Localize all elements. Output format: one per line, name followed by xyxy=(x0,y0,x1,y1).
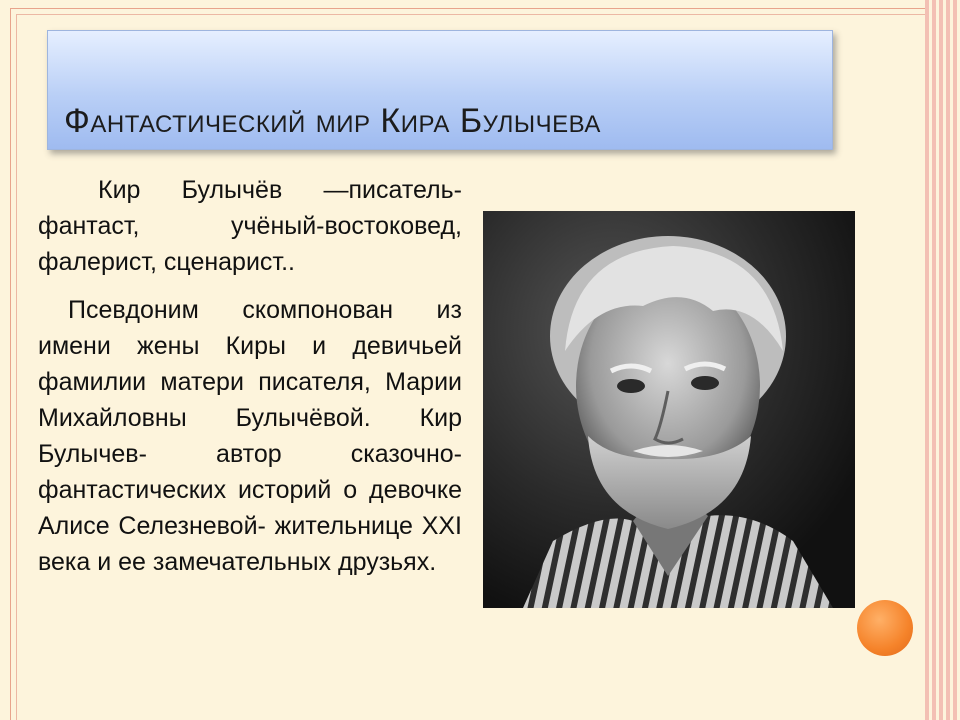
portrait-photo xyxy=(483,211,855,608)
body-text xyxy=(38,172,462,580)
decorative-stripes xyxy=(925,0,960,720)
paragraph-intro: Кир Булычёв —писатель-фантаст, учёный-востоковед, фалерист, сценарист.. xyxy=(38,176,462,276)
title-box xyxy=(47,30,833,150)
orange-circle-decoration xyxy=(857,600,913,656)
paragraph-pseudonym: Псевдоним скомпонован из имени жены Киры и девичьей фамилии матери писателя, Марии Михайловны Булычёвой. Кир Булычев- автор сказочно-фантастических историй о девочке Алисе Селезневой- жительнице XXI века и ее замечательных друзьях. xyxy=(38,296,462,576)
slide-title: Фантастический мир Кира Булычева xyxy=(64,102,601,140)
